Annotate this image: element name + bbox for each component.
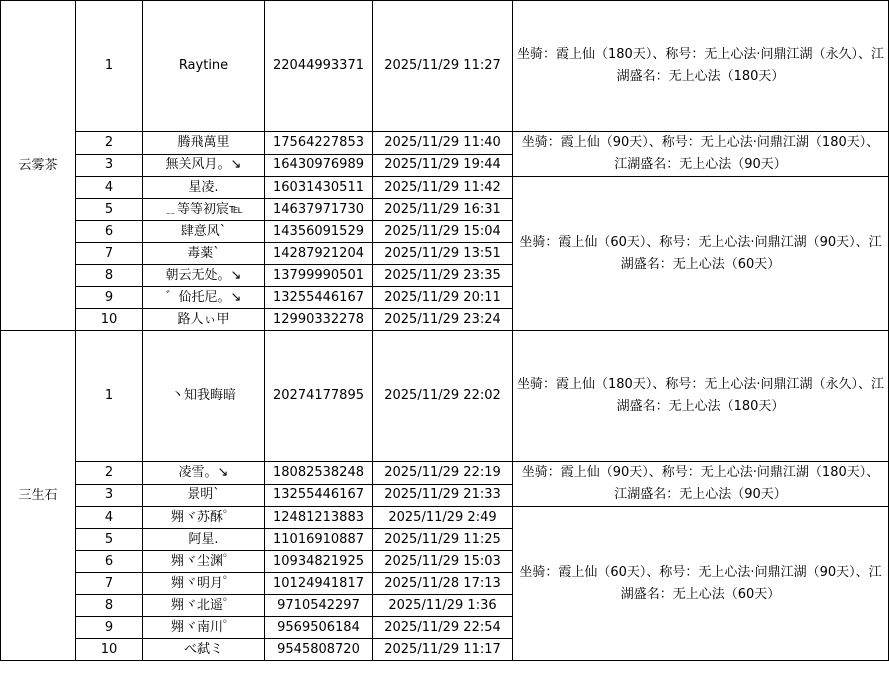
player-id-cell: 13255446167 — [265, 287, 373, 309]
time-cell: 2025/11/29 23:35 — [373, 265, 513, 287]
rank-cell: 10 — [76, 309, 143, 331]
player-name-cell: 景明` — [143, 484, 265, 507]
reward-cell: 坐骑：霞上仙（90天）、称号：无上心法·问鼎江湖（180天）、江湖盛名：无上心法（90天） — [513, 132, 889, 177]
time-cell: 2025/11/29 19:44 — [373, 154, 513, 177]
player-name-cell: 毒薬` — [143, 243, 265, 265]
time-cell: 2025/11/29 13:51 — [373, 243, 513, 265]
rank-cell: 4 — [76, 507, 143, 529]
player-id-cell: 14287921204 — [265, 243, 373, 265]
player-id-cell: 14637971730 — [265, 199, 373, 221]
player-name-cell: 翙ヾ南川゜ — [143, 617, 265, 639]
reward-cell: 坐骑：霞上仙（180天）、称号：无上心法·问鼎江湖（永久）、江湖盛名：无上心法（180天） — [513, 1, 889, 132]
player-name-cell: 翙ヾ苏酥゜ — [143, 507, 265, 529]
time-cell: 2025/11/29 11:25 — [373, 529, 513, 551]
player-name-cell: 翙ヾ北遥゜ — [143, 595, 265, 617]
player-id-cell: 22044993371 — [265, 1, 373, 132]
player-id-cell: 18082538248 — [265, 462, 373, 485]
player-id-cell: 9569506184 — [265, 617, 373, 639]
rank-cell: 8 — [76, 265, 143, 287]
player-id-cell: 16031430511 — [265, 177, 373, 199]
reward-cell: 坐骑：霞上仙（90天）、称号：无上心法·问鼎江湖（180天）、江湖盛名：无上心法（90天） — [513, 462, 889, 507]
rank-cell: 9 — [76, 287, 143, 309]
player-id-cell: 13255446167 — [265, 484, 373, 507]
player-id-cell: 9545808720 — [265, 639, 373, 661]
player-name-cell: 腾飛萬里 — [143, 132, 265, 155]
rank-cell: 3 — [76, 154, 143, 177]
rank-cell: 2 — [76, 462, 143, 485]
table-row — [1, 1, 889, 132]
player-id-cell: 17564227853 — [265, 132, 373, 155]
rank-cell: 4 — [76, 177, 143, 199]
time-cell: 2025/11/29 2:49 — [373, 507, 513, 529]
rank-cell: 7 — [76, 243, 143, 265]
rank-cell: 10 — [76, 639, 143, 661]
time-cell: 2025/11/29 22:02 — [373, 331, 513, 462]
time-cell: 2025/11/29 11:42 — [373, 177, 513, 199]
rank-cell: 6 — [76, 221, 143, 243]
player-name-cell: 星凌. — [143, 177, 265, 199]
player-name-cell: Raytine — [143, 1, 265, 132]
player-id-cell: 11016910887 — [265, 529, 373, 551]
player-id-cell: 10124941817 — [265, 573, 373, 595]
server-name-cell: 云雾茶 — [1, 1, 76, 331]
table-row — [1, 132, 889, 155]
rank-cell: 3 — [76, 484, 143, 507]
server-name-cell: 三生石 — [1, 331, 76, 661]
time-cell: 2025/11/29 15:03 — [373, 551, 513, 573]
player-name-cell: べ弑ミ — [143, 639, 265, 661]
player-id-cell: 16430976989 — [265, 154, 373, 177]
rank-cell: 8 — [76, 595, 143, 617]
player-name-cell: 朝云无处。↘ — [143, 265, 265, 287]
player-id-cell: 9710542297 — [265, 595, 373, 617]
player-id-cell: 14356091529 — [265, 221, 373, 243]
reward-cell: 坐骑：霞上仙（60天）、称号：无上心法·问鼎江湖（90天）、江湖盛名：无上心法（60天） — [513, 177, 889, 331]
reward-cell: 坐骑：霞上仙（180天）、称号：无上心法·问鼎江湖（永久）、江湖盛名：无上心法（180天） — [513, 331, 889, 462]
player-name-cell: 阿星. — [143, 529, 265, 551]
time-cell: 2025/11/29 22:54 — [373, 617, 513, 639]
time-cell: 2025/11/29 11:27 — [373, 1, 513, 132]
player-name-cell: 肆意风` — [143, 221, 265, 243]
player-name-cell: 丶知我晦暗 — [143, 331, 265, 462]
time-cell: 2025/11/29 11:40 — [373, 132, 513, 155]
rank-cell: 1 — [76, 1, 143, 132]
player-id-cell: 10934821925 — [265, 551, 373, 573]
player-name-cell: 路人ぃ甲 — [143, 309, 265, 331]
table-row — [1, 331, 889, 462]
rank-cell: 5 — [76, 529, 143, 551]
time-cell: 2025/11/29 16:31 — [373, 199, 513, 221]
rank-cell: 7 — [76, 573, 143, 595]
rank-cell: 2 — [76, 132, 143, 155]
time-cell: 2025/11/29 15:04 — [373, 221, 513, 243]
player-name-cell: 翙ヾ尘渊゜ — [143, 551, 265, 573]
player-name-cell: 翙ヾ明月゜ — [143, 573, 265, 595]
player-name-cell: 無关风月。↘ — [143, 154, 265, 177]
time-cell: 2025/11/29 11:17 — [373, 639, 513, 661]
player-name-cell: 凌雪。↘ — [143, 462, 265, 485]
time-cell: 2025/11/29 20:11 — [373, 287, 513, 309]
reward-cell: 坐骑：霞上仙（60天）、称号：无上心法·问鼎江湖（90天）、江湖盛名：无上心法（60天） — [513, 507, 889, 661]
time-cell: 2025/11/29 23:24 — [373, 309, 513, 331]
player-id-cell: 12481213883 — [265, 507, 373, 529]
rank-cell: 6 — [76, 551, 143, 573]
table-row — [1, 507, 889, 529]
player-id-cell: 12990332278 — [265, 309, 373, 331]
rank-cell: 1 — [76, 331, 143, 462]
player-id-cell: 13799990501 — [265, 265, 373, 287]
time-cell: 2025/11/29 21:33 — [373, 484, 513, 507]
player-id-cell: 20274177895 — [265, 331, 373, 462]
rank-cell: 5 — [76, 199, 143, 221]
player-name-cell: ﹎等等初宸℡ — [143, 199, 265, 221]
table-row — [1, 462, 889, 485]
table-row — [1, 177, 889, 199]
rank-cell: 9 — [76, 617, 143, 639]
time-cell: 2025/11/29 22:19 — [373, 462, 513, 485]
player-name-cell: ゛佡托尼。↘ — [143, 287, 265, 309]
time-cell: 2025/11/29 1:36 — [373, 595, 513, 617]
time-cell: 2025/11/28 17:13 — [373, 573, 513, 595]
